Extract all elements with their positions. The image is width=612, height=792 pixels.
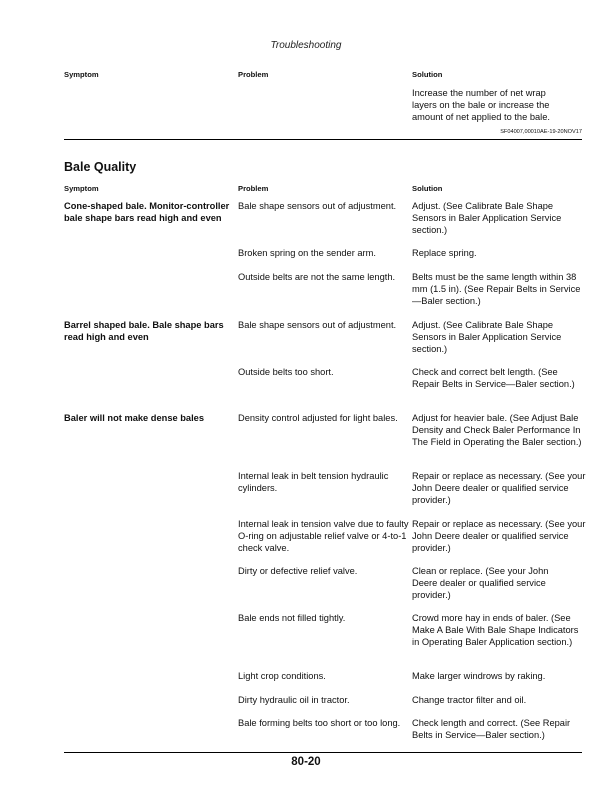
- problem-cell: Internal leak in belt tension hydraulic cylinders.: [238, 471, 389, 493]
- solution-cell: Adjust for heavier bale. (See Adjust Bale Density and Check Baler Performance In The Field in Operating the Baler section.): [412, 413, 582, 447]
- problem-cell: Outside belts too short.: [238, 367, 334, 377]
- problem-cell: Dirty or defective relief valve.: [238, 566, 358, 576]
- solution-cell: Repair or replace as necessary. (See your John Deere dealer or qualified service provider.): [412, 519, 586, 553]
- solution-cell: Check and correct belt length. (See Repair Belts in Service—Baler section.): [412, 367, 575, 389]
- solution-cell: Check length and correct. (See Repair Belts in Service—Baler section.): [412, 718, 571, 740]
- section-title: Bale Quality: [64, 160, 137, 174]
- reference-code: SF04007,00010AE-19-20NOV17: [500, 129, 582, 135]
- problem-cell: Dirty hydraulic oil in tractor.: [238, 695, 350, 705]
- symptom-cell: Barrel shaped bale. Bale shape bars read high and even: [64, 320, 224, 342]
- solution-cell: Repair or replace as necessary. (See your John Deere dealer or qualified service provider.): [412, 471, 586, 505]
- solution-cell: Change tractor filter and oil.: [412, 695, 527, 705]
- problem-cell: Light crop conditions.: [238, 671, 326, 681]
- problem-cell: Bale shape sensors out of adjustment.: [238, 201, 397, 211]
- solution-cell: Adjust. (See Calibrate Bale Shape Sensors in Baler Application Service section.): [412, 201, 562, 235]
- column-header-problem: Problem: [238, 70, 269, 79]
- divider-rule: [64, 139, 582, 140]
- problem-cell: Internal leak in tension valve due to faulty O-ring on adjustable relief valve or 4-to-1 check valve.: [238, 519, 409, 553]
- solution-cell: Replace spring.: [412, 248, 477, 258]
- column-header-solution: Solution: [412, 70, 443, 79]
- footer-rule: [64, 752, 582, 753]
- problem-cell: Bale ends not filled tightly.: [238, 613, 346, 623]
- problem-cell: Bale forming belts too short or too long.: [238, 718, 401, 728]
- running-header: Troubleshooting: [270, 40, 342, 51]
- solution-cell: Belts must be the same length within 38 mm (1.5 in). (See Repair Belts in Service—Baler section.): [412, 272, 581, 306]
- problem-cell: Broken spring on the sender arm.: [238, 248, 376, 258]
- solution-cell: Crowd more hay in ends of baler. (See Make A Bale With Bale Shape Indicators in Operating Baler Application section.): [412, 613, 579, 647]
- problem-cell: Outside belts are not the same length.: [238, 272, 396, 282]
- problem-cell: Density control adjusted for light bales.: [238, 413, 398, 423]
- solution-cell: Adjust. (See Calibrate Bale Shape Sensors in Baler Application Service section.): [412, 320, 562, 354]
- problem-cell: Bale shape sensors out of adjustment.: [238, 320, 397, 330]
- solution-cell: Clean or replace. (See your John Deere dealer or qualified service provider.): [412, 566, 549, 600]
- column-header-problem: Problem: [238, 184, 269, 193]
- column-header-symptom: Symptom: [64, 70, 99, 79]
- column-header-symptom: Symptom: [64, 184, 99, 193]
- column-header-solution: Solution: [412, 184, 443, 193]
- page-number: 80-20: [291, 756, 321, 768]
- symptom-cell: Baler will not make dense bales: [64, 413, 205, 423]
- symptom-cell: Cone-shaped bale. Monitor-controller bale shape bars read high and even: [64, 201, 230, 223]
- solution-cell: Increase the number of net wrap layers on the bale or increase the amount of net applied to the bale.: [412, 88, 551, 122]
- solution-cell: Make larger windrows by raking.: [412, 671, 546, 681]
